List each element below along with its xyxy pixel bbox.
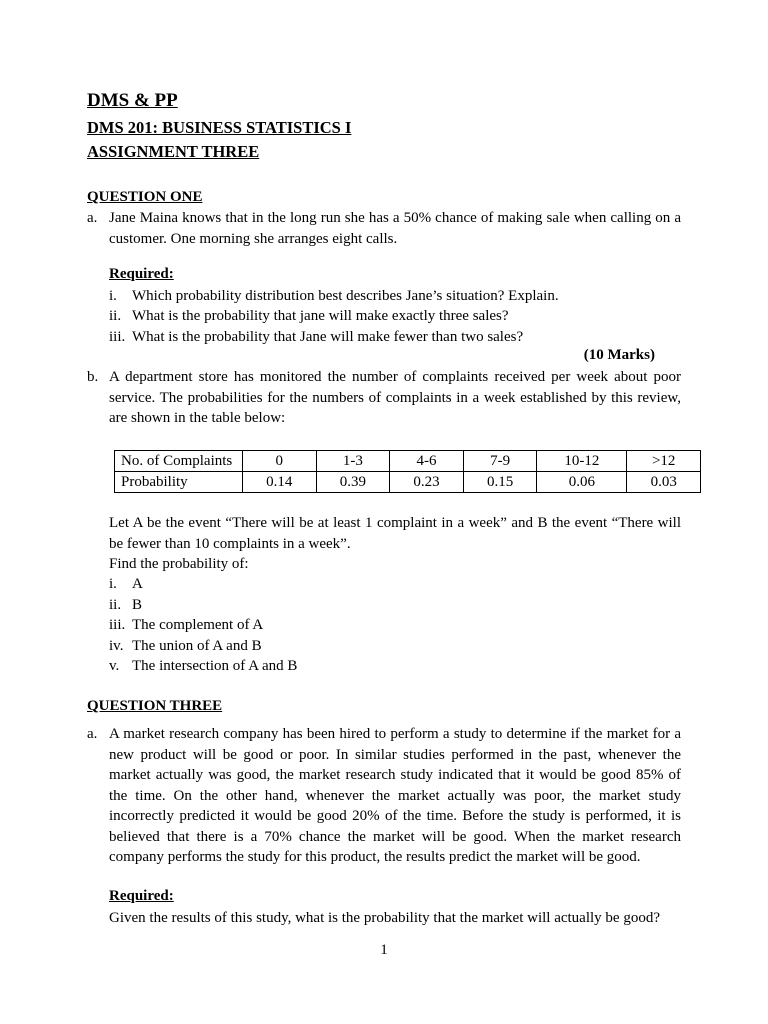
table-cell: 0 — [243, 451, 317, 472]
table-cell: Probability — [115, 472, 243, 493]
table-cell: 0.03 — [627, 472, 701, 493]
table-cell: 10-12 — [537, 451, 627, 472]
q3a-text: A market research company has been hired to perform a study to determine if the market for a new product will be good or poor. In similar studies performed in the past, whenever the market actually was good, the market research study indicated that it would be good 85% of the time. On the other hand, whenever the market actually was poor, the market study incorrectly predicted it would be good 20% of the time. Before the study is performed, it is believed that there is a 70% chance the market will be good. When the market research company performs the study for this product, the results predict the market will be good. — [109, 726, 681, 865]
table-cell: 0.14 — [243, 472, 317, 493]
table-cell: 1-3 — [316, 451, 390, 472]
q1b-item-4-num: iv. — [109, 638, 124, 654]
q1a-item-2-num: ii. — [109, 308, 122, 324]
q1a-item-1-text: Which probability distribution best describes Jane’s situation? Explain. — [132, 288, 559, 304]
q1b-item-3-num: iii. — [109, 617, 126, 633]
table-cell: 0.06 — [537, 472, 627, 493]
table-cell: >12 — [627, 451, 701, 472]
q1a-marks: (10 Marks) — [583, 347, 655, 363]
q3a-marker: a. — [87, 726, 98, 742]
q1a-required: Required: — [109, 266, 174, 282]
q1a-item-3-text: What is the probability that Jane will make fewer than two sales? — [132, 329, 524, 345]
table-cell: 0.23 — [390, 472, 464, 493]
course-heading: DMS 201: BUSINESS STATISTICS I — [87, 118, 352, 137]
q1b-item-4-text: The union of A and B — [132, 638, 262, 654]
assignment-heading: ASSIGNMENT THREE — [87, 142, 260, 161]
q1b-item-1-text: A — [132, 576, 143, 592]
q1b-item-2-num: ii. — [109, 597, 122, 613]
page-number: 1 — [380, 942, 388, 958]
question-three-title: QUESTION THREE — [87, 698, 223, 714]
q3a-question: Given the results of this study, what is the probability that the market will actually be good? — [109, 910, 660, 926]
q1b-find: Find the probability of: — [109, 556, 249, 572]
q1b-item-2-text: B — [132, 597, 143, 613]
q1a-item-2-text: What is the probability that jane will make exactly three sales? — [132, 308, 509, 324]
table-cell: 0.39 — [316, 472, 390, 493]
q1a-item-1-num: i. — [109, 288, 117, 304]
table-cell: 0.15 — [463, 472, 537, 493]
table-header-row — [115, 451, 701, 472]
table-cell: 7-9 — [463, 451, 537, 472]
q1a-text: Jane Maina knows that in the long run she has a 50% chance of making sale when calling on a customer. One morning she arranges eight calls. — [109, 210, 681, 247]
table-row — [115, 472, 701, 493]
q1b-marker: b. — [87, 369, 99, 385]
complaints-table — [114, 450, 701, 493]
q1b-item-5-num: v. — [109, 658, 120, 674]
q1b-item-5-text: The intersection of A and B — [132, 658, 298, 674]
table-cell: 4-6 — [390, 451, 464, 472]
question-one-title: QUESTION ONE — [87, 189, 203, 205]
q1b-events-text: Let A be the event “There will be at least 1 complaint in a week” and B the event “There will be fewer than 10 complaints in a week”. — [109, 515, 681, 552]
q1a-marker: a. — [87, 210, 98, 226]
q1b-item-3-text: The complement of A — [132, 617, 264, 633]
org-heading: DMS & PP — [87, 90, 178, 111]
q1b-text: A department store has monitored the number of complaints received per week about poor service. The probabilities for the numbers of complaints in a week established by this review, are shown in the table below: — [109, 369, 681, 426]
q1a-item-3-num: iii. — [109, 329, 126, 345]
q3a-required: Required: — [109, 888, 174, 904]
q1b-item-1-num: i. — [109, 576, 117, 592]
table-cell: No. of Complaints — [115, 451, 243, 472]
